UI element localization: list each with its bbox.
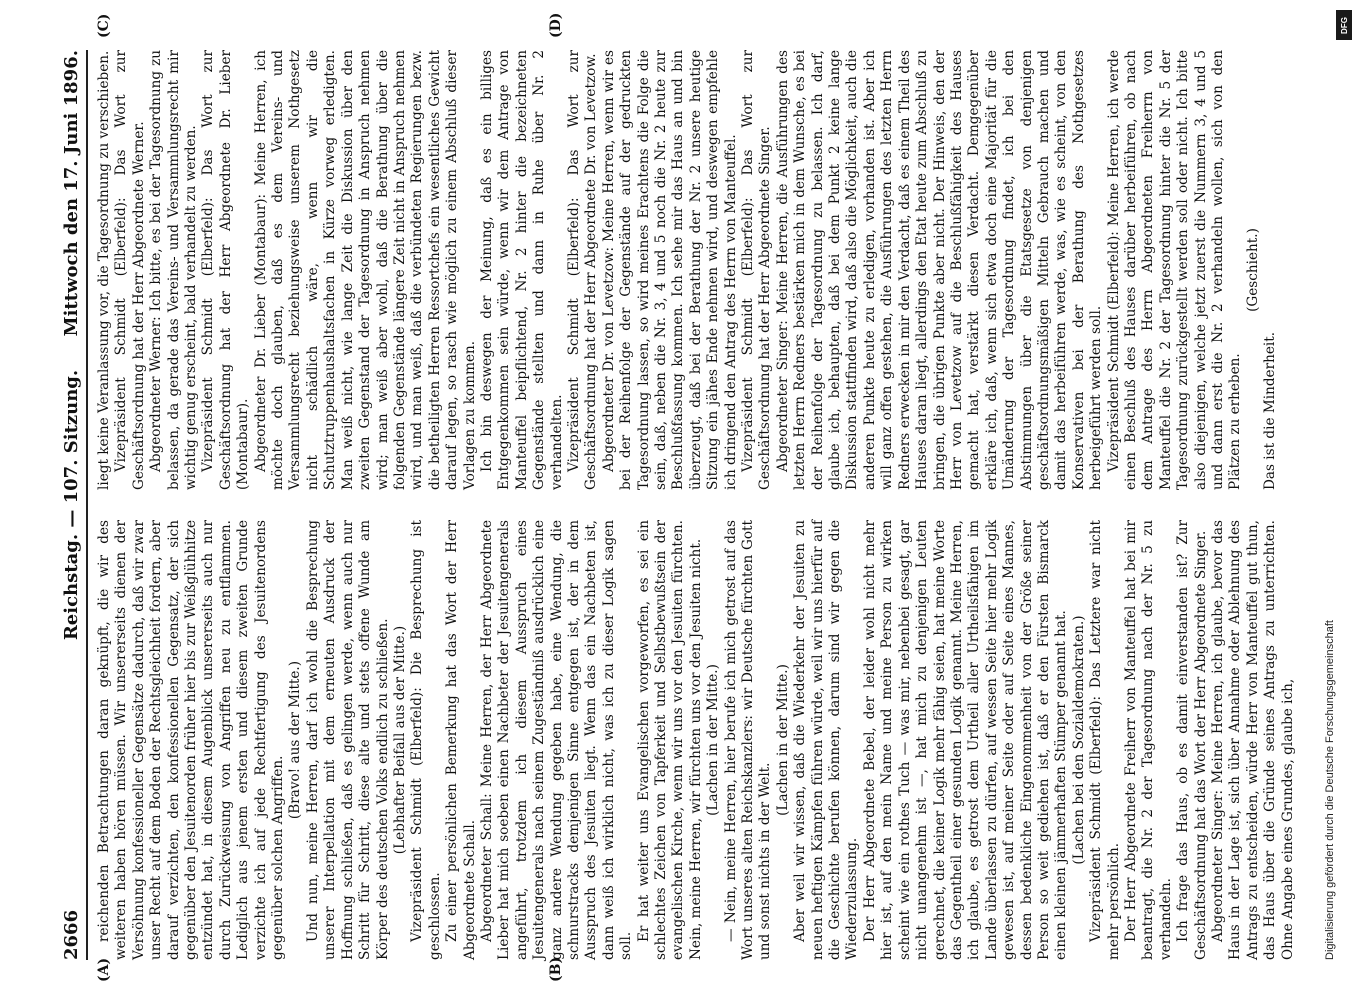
paragraph: Das ist die Minderheit.: [1262, 331, 1279, 490]
paragraph: reichenden Betrachtungen daran geknüpft, die wir des weiteren haben hören müssen. Wir unsererseits dienen der Versöhnung konfessioneller Gegensätze dadurch, daß wir zwar unser Recht auf dem Boden der Rechtsgleichheit fordern, aber darauf verzichten, den konfessionellen Gegensatz, der sich gegenüber den Jesuitenorden früher hier bis zur Weißglühhitze entzündet hat, in diesem Augenblick unsererseits auch nur durch Zurückweisung von Angriffen neu zu entflammen. Lediglich aus jenem ersten und diesem zweiten Grunde verzichte ich auf jede Rechtfertigung des Jesuitenordens gegenüber solchen Angriffen.: [96, 520, 287, 960]
paragraph: Abgeordneter Schall: Meine Herren, der Herr Abgeordnete Lieber hat mich soeben einen Nachbeter der Jesuitengenerals angeführt, trotzdem ich diesem Ausspruch eines Jesuitengenerals nach seinem Zugeständniß ausdrücklich eine ganz andere Wendung gegeben habe, eine Wendung, die schnurstracks demjenigen Sinne entgegen ist, der in dem Ausspruch des Jesuiten liegt. Wenn das ein Nachbeten ist, dann weiß ich wirklich nicht, was ich zu dieser Logik sagen soll.: [478, 520, 635, 960]
paragraph: Vizepräsident Schmidt (Elberfeld): Das Wort zur Geschäftsordnung hat der Herr Abgeordnete Dr. von Levetzow.: [565, 50, 600, 490]
paragraph: Abgeordneter Singer: Meine Herren, ich glaube, bevor das Haus in der Lage ist, sich über Annahme oder Ablehnung des Antrags zu entscheiden, würde Herr von Manteuffel gut thun, das Haus über die Gründe seines Antrags zu unterrichten. Ohne Angabe eines Grundes, glaube ich,: [1210, 520, 1296, 960]
paragraph: Vizepräsident Schmidt (Elberfeld): Das Wort zur Geschäftsordnung hat der Herr Abgeordnete Werner.: [113, 50, 147, 490]
paragraph: Ich bin deswegen der Meinung, daß es ein billiges Entgegenkommen sein würde, wenn wir dem Antrage von Manteuffel beipflichtend, Nr. 2 hinter die bezeichneten Gegenstände stellten und dann in Ruhe über Nr. 2 verhandelten.: [478, 50, 565, 490]
page-header: [20, 50, 88, 960]
page-number: 2666: [61, 909, 82, 960]
paragraph: Aber weil wir wissen, daß die Wiederkehr der Jesuiten zu neuen heftigen Kämpfen führen würde, weil wir uns hierfür auf die Geschichte berufen können, darum sind wir gegen die Wiederzulassung.: [792, 520, 861, 960]
paragraph: liegt keine Veranlassung vor, die Tagesordnung zu verschieben.: [96, 50, 112, 490]
paragraph: Er hat weiter uns Evangelischen vorgeworfen, es sei ein schlechtes Zeichen von Tapferkeit und Selbstbewußtsein der evangelischen Kirche, wenn wir uns vor den Jesuiten fürchten. Nein, meine Herren, wir fürchten uns vor den Jesuiten nicht.: [635, 520, 704, 960]
paragraph: Vizepräsident Schmidt (Elberfeld): Das Wort zur Geschäftsordnung hat der Herr Abgeordnete Singer.: [740, 50, 774, 490]
session-title: Reichstag. — 107. Sitzung.: [61, 369, 82, 641]
paragraph: Abgeordneter Werner: Ich bitte, es bei der Tagesordnung zu belassen, da gerade das Vereins- und Versammlungsrecht mir wichtig genug erscheint, bald verhandelt zu werden.: [148, 50, 200, 490]
paragraph: — Nein, meine Herren, hier berufe ich mich getrost auf das Wort unseres alten Reichskanzlers: wir Deutsche fürchten Gott und sonst nichts in der Welt.: [722, 520, 774, 960]
paragraph: Zu einer persönlichen Bemerkung hat das Wort der Herr Abgeordnete Schall.: [444, 520, 478, 960]
digitization-note-text: Digitalisierung gefördert durch die Deutsche Forschungsgemeinschaft: [1324, 620, 1336, 960]
paragraph: (Lachen in der Mitte.): [774, 664, 791, 816]
digitization-note: [1320, 0, 1350, 1000]
paragraph: (Geschieht.): [1244, 228, 1261, 312]
dfg-logo: [1336, 10, 1352, 40]
session-date: Mittwoch den 17. Juni 1896.: [61, 50, 82, 337]
paragraph: Vizepräsident Schmidt (Elberfeld): Das Wort zur Geschäftsordnung hat der Herr Abgeordnete Dr. Lieber (Montabaur).: [200, 50, 252, 490]
paragraph: Ich frage das Haus, ob es damit einverstanden ist? Zur Geschäftsordnung hat das Wort der Herr Abgeordnete Singer.: [1175, 520, 1209, 960]
paragraph: Vizepräsident Schmidt (Elberfeld): Die Besprechung ist geschlossen.: [409, 520, 443, 960]
text-column-left: [96, 520, 1297, 960]
paragraph: Der Herr Abgeordnete Bebel, der leider wohl nicht mehr hier ist, auf den mein Name und meine Person zu wirken scheint wie ein rothes Tuch — was mir, nebenbei gesagt, gar nicht unangenehm ist —, hat mich zu denjenigen Leuten gerechnet, die keiner Logik mehr fähig seien, hat meine Worte das Gegentheil einer gesunden Logik genannt. Meine Herren, ich glaube, es getrost dem Urtheil aller Urtheilsfähigen im Lande überlassen zu dürfen, auf wessen Seite hier mehr Logik gewesen ist, auf meiner Seite oder auf Seite eines Mannes, dessen bedenkliche Eingenommenheit von der Größe seiner Person so weit gediehen ist, daß er den Fürsten Bismarck einen kleinen jämmerhaften Stümper genannt hat.: [861, 520, 1070, 960]
paragraph: (Bravo! aus der Mitte.): [287, 660, 304, 820]
paragraph: (Lachen bei den Sozialdemokraten.): [1070, 615, 1087, 865]
paragraph: Und nun, meine Herren, darf ich wohl die Besprechung unserer Interpellation mit dem erneuten Ausdruck der Hoffnung schließen, daß es gelingen werde, wenn auch nur Schritt für Schritt, diese alte und stets offene Wunde am Körper des deutschen Volks endlich zu schließen.: [304, 520, 391, 960]
margin-marker-c: (C): [96, 13, 112, 38]
dfg-logo-text: DFG: [1339, 16, 1349, 34]
paragraph: Vizepräsident Schmidt (Elberfeld): Das Letztere war nicht mehr persönlich.: [1088, 520, 1122, 960]
margin-marker-d: (D): [548, 12, 564, 38]
paragraph: Abgeordneter Dr. von Levetzow: Meine Herren, wenn wir es bei der Reihenfolge der Gegenstände auf der gedruckten Tagesordnung lassen, so wird meines Erachtens die Folge die sein, daß, neben die Nr. 3, 4 und 5 noch die Nr. 2 heute zur Beschlußfassung kommen. Ich sehe mir das Haus an und bin überzeugt, daß bei der Berathung der Nr. 2 unsere heutige Sitzung ein jähes Ende nehmen wird, und deswegen empfehle ich dringend den Antrag des Herrn von Manteuffel.: [600, 50, 739, 490]
margin-marker-b: (B): [548, 956, 564, 982]
paragraph: (Lebhafter Beifall aus der Mitte.): [391, 625, 408, 855]
paragraph: Vizepräsident Schmidt (Elberfeld): Meine Herren, ich werde einen Beschluß des Hauses darüber herbeiführen, ob nach dem Antrage des Herrn Abgeordneten Freiherrn von Manteuffel die Nr. 2 der Tagesordnung hinter die Nr. 5 der Tagesordnung zurückgestellt werden soll oder nicht. Ich bitte also diejenigen, welche jetzt zuerst die Nummern 3, 4 und 5 und dann erst die Nr. 2 verhandeln wollen, sich von den Plätzen zu erheben.: [1105, 50, 1244, 490]
paragraph: Abgeordneter Dr. Lieber (Montabaur): Meine Herren, ich möchte doch glauben, daß es dem Vereins- und Versammlungsrecht beziehungsweise unserem Nothgesetz nicht schädlich wäre, wenn wir die Schutztruppenhaushaltsfachen in Kürze vorweg erledigten. Man weiß nicht, wie lange Zeit die Diskussion über den zweiten Gegenstand der Tagesordnung in Anspruch nehmen wird; man weiß aber wohl, daß die Berathung über die folgenden Gegenstände längere Zeit nicht in Anspruch nehmen wird, und man weiß, daß die verbündeten Regierungen bezw. die betheiligten Herren Ressortchefs ein wesentliches Gewicht darauf legen, so rasch wie möglich zu einem Abschluß dieser Vorlagen zu kommen.: [252, 50, 478, 490]
paragraph: Abgeordneter Singer: Meine Herren, die Ausführungen des letzten Herrn Redners bestärken mich in dem Wunsche, es bei der Reihenfolge der Tagesordnung zu belassen. Ich darf, glaube ich, behaupten, daß bei dem Punkt 2 keine lange Diskussion stattfinden wird, daß also die Möglichkeit, auch die anderen Punkte heute zu erledigen, vorhanden ist. Aber ich will ganz offen gestehen, die Ausführungen des letzten Herrn Redners erwecken in mir den Verdacht, daß es einem Theil des Hauses daran liegt, allerdings den Etat heute zum Abschluß zu bringen, die übrigen Punkte aber nicht. Der Hinweis, den der Herr von Levetzow auf die Beschlußfähigkeit des Hauses gemacht hat, verstärkt diesen Verdacht. Demgegenüber erkläre ich, daß, wenn sich etwa doch eine Majorität für die Umänderung der Tagesordnung findet, ich bei den Abstimmungen über die Etatsgesetze von denjenigen geschäftsordnungsmäßigen Mitteln Gebrauch machen und damit das herbeiführen werde, was, wie es scheint, von den Konservativen bei der Berathung des Nothgesetzes herbeigeführt werden soll.: [774, 50, 1105, 490]
text-column-right: [96, 50, 1280, 490]
paragraph: Der Herr Abgeordnete Freiherr von Manteuffel hat bei mir beantragt, die Nr. 2 der Tagesordnung nach der Nr. 5 zu verhandeln.: [1122, 520, 1174, 960]
margin-marker-a: (A): [96, 957, 112, 982]
paragraph: (Lachen in der Mitte.): [705, 664, 722, 816]
